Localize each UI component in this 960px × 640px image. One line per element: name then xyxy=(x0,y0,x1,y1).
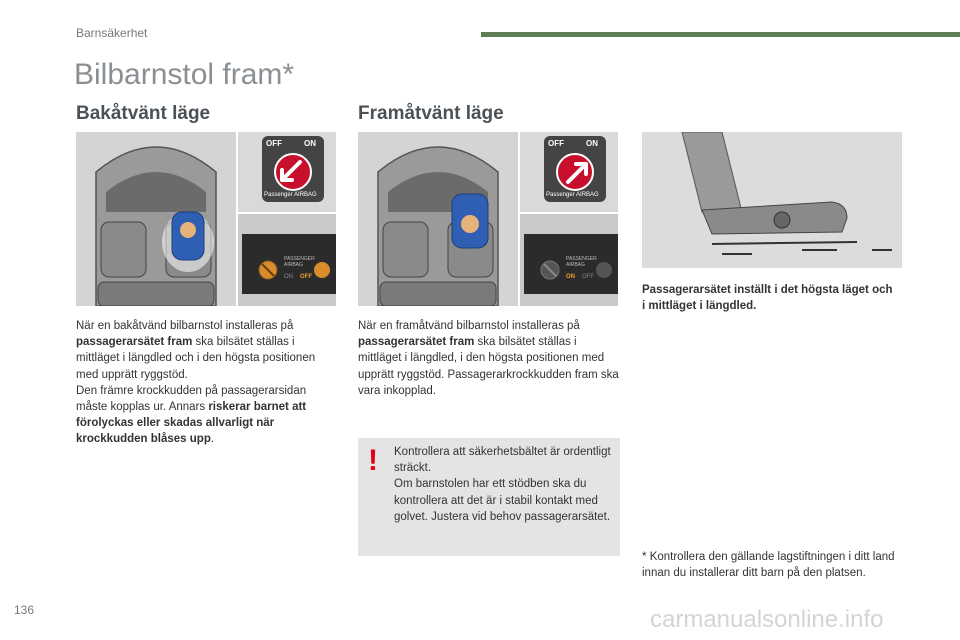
footnote xyxy=(642,549,902,581)
footnote-text: Kontrollera den gällande lagstiftningen i ditt land innan du installerar ditt barn på den platsen. xyxy=(642,551,895,580)
badge-airbag-label: Passenger AIRBAG xyxy=(546,192,599,198)
watermark: carmanualsonline.info xyxy=(650,606,884,633)
forward-facing-body xyxy=(358,318,620,399)
header-accent-bar xyxy=(481,32,960,37)
fwd-p1-pre: När en framåtvänd bilbarnstol installeras på xyxy=(358,320,580,332)
dashboard-panel-rear-facing xyxy=(238,214,336,306)
car-top-view-forward-facing xyxy=(358,132,518,306)
badge-off-label: OFF xyxy=(266,139,282,148)
seat-adjustment-illustration xyxy=(642,132,902,268)
rear-facing-body xyxy=(76,318,338,448)
panel-on-label: ON xyxy=(566,274,575,280)
seat-caption: Passagerarsätet inställt i det högsta läget och i mittläget i längdled. xyxy=(642,284,893,312)
panel-on-label: ON xyxy=(284,274,293,280)
footnote-mark: * xyxy=(642,551,647,563)
car-top-view-rear-facing xyxy=(76,132,236,306)
fwd-p1-bold: passagerarsätet fram xyxy=(358,336,475,349)
section-label: Barnsäkerhet xyxy=(76,26,148,40)
heading-forward-facing: Framåtvänt läge xyxy=(358,103,504,124)
rear-p1-pre: När en bakåtvänd bilbarnstol installeras på xyxy=(76,320,294,332)
rear-p1-post: ska bilsätet ställas i mittläget i längdled och i den högsta positionen med upprätt ryggstöd. xyxy=(76,336,316,381)
badge-on-label: ON xyxy=(586,139,598,148)
airbag-badge-rear-facing xyxy=(238,132,336,212)
badge-off-label: OFF xyxy=(548,139,564,148)
panel-airbag-label: PASSENGER AIRBAG xyxy=(566,256,597,268)
badge-airbag-label: Passenger AIRBAG xyxy=(264,192,317,198)
panel-off-label: OFF xyxy=(300,274,312,280)
rear-p2-pre: Den främre krockkudden på passagerarsidan måste kopplas ur. Annars xyxy=(76,384,307,414)
airbag-badge-forward-facing xyxy=(520,132,618,212)
page-title: Bilbarnstol fram* xyxy=(74,58,295,91)
page-number: 136 xyxy=(14,603,35,617)
fwd-p1-post: ska bilsätet ställas i mittläget i längdled, i den högsta positionen med upprätt ryggstöd. Passagerarkrockkudden fram ska vara inkopplad. xyxy=(358,336,619,397)
rear-p2-post: . xyxy=(210,433,215,446)
warning-icon: ! xyxy=(368,444,378,477)
warning-line-1: Kontrollera att säkerhetsbältet är ordentligt sträckt. xyxy=(394,446,611,475)
warning-text xyxy=(394,444,614,525)
warning-line-2: Om barnstolen har ett stödben ska du kontrollera att det är i stabil kontakt med golvet. Justera vid behov passagerarsätet. xyxy=(394,478,611,523)
heading-rear-facing: Bakåtvänt läge xyxy=(76,103,211,124)
rear-p1-bold: passagerarsätet fram xyxy=(76,336,193,349)
dashboard-panel-forward-facing xyxy=(520,214,618,306)
panel-off-label: OFF xyxy=(582,274,594,280)
rear-p2-bold: riskerar barnet att förolyckas eller skadas allvarligt när krockkudden blåses upp xyxy=(76,401,307,446)
panel-airbag-label: PASSENGER AIRBAG xyxy=(284,256,315,268)
badge-on-label: ON xyxy=(304,139,316,148)
